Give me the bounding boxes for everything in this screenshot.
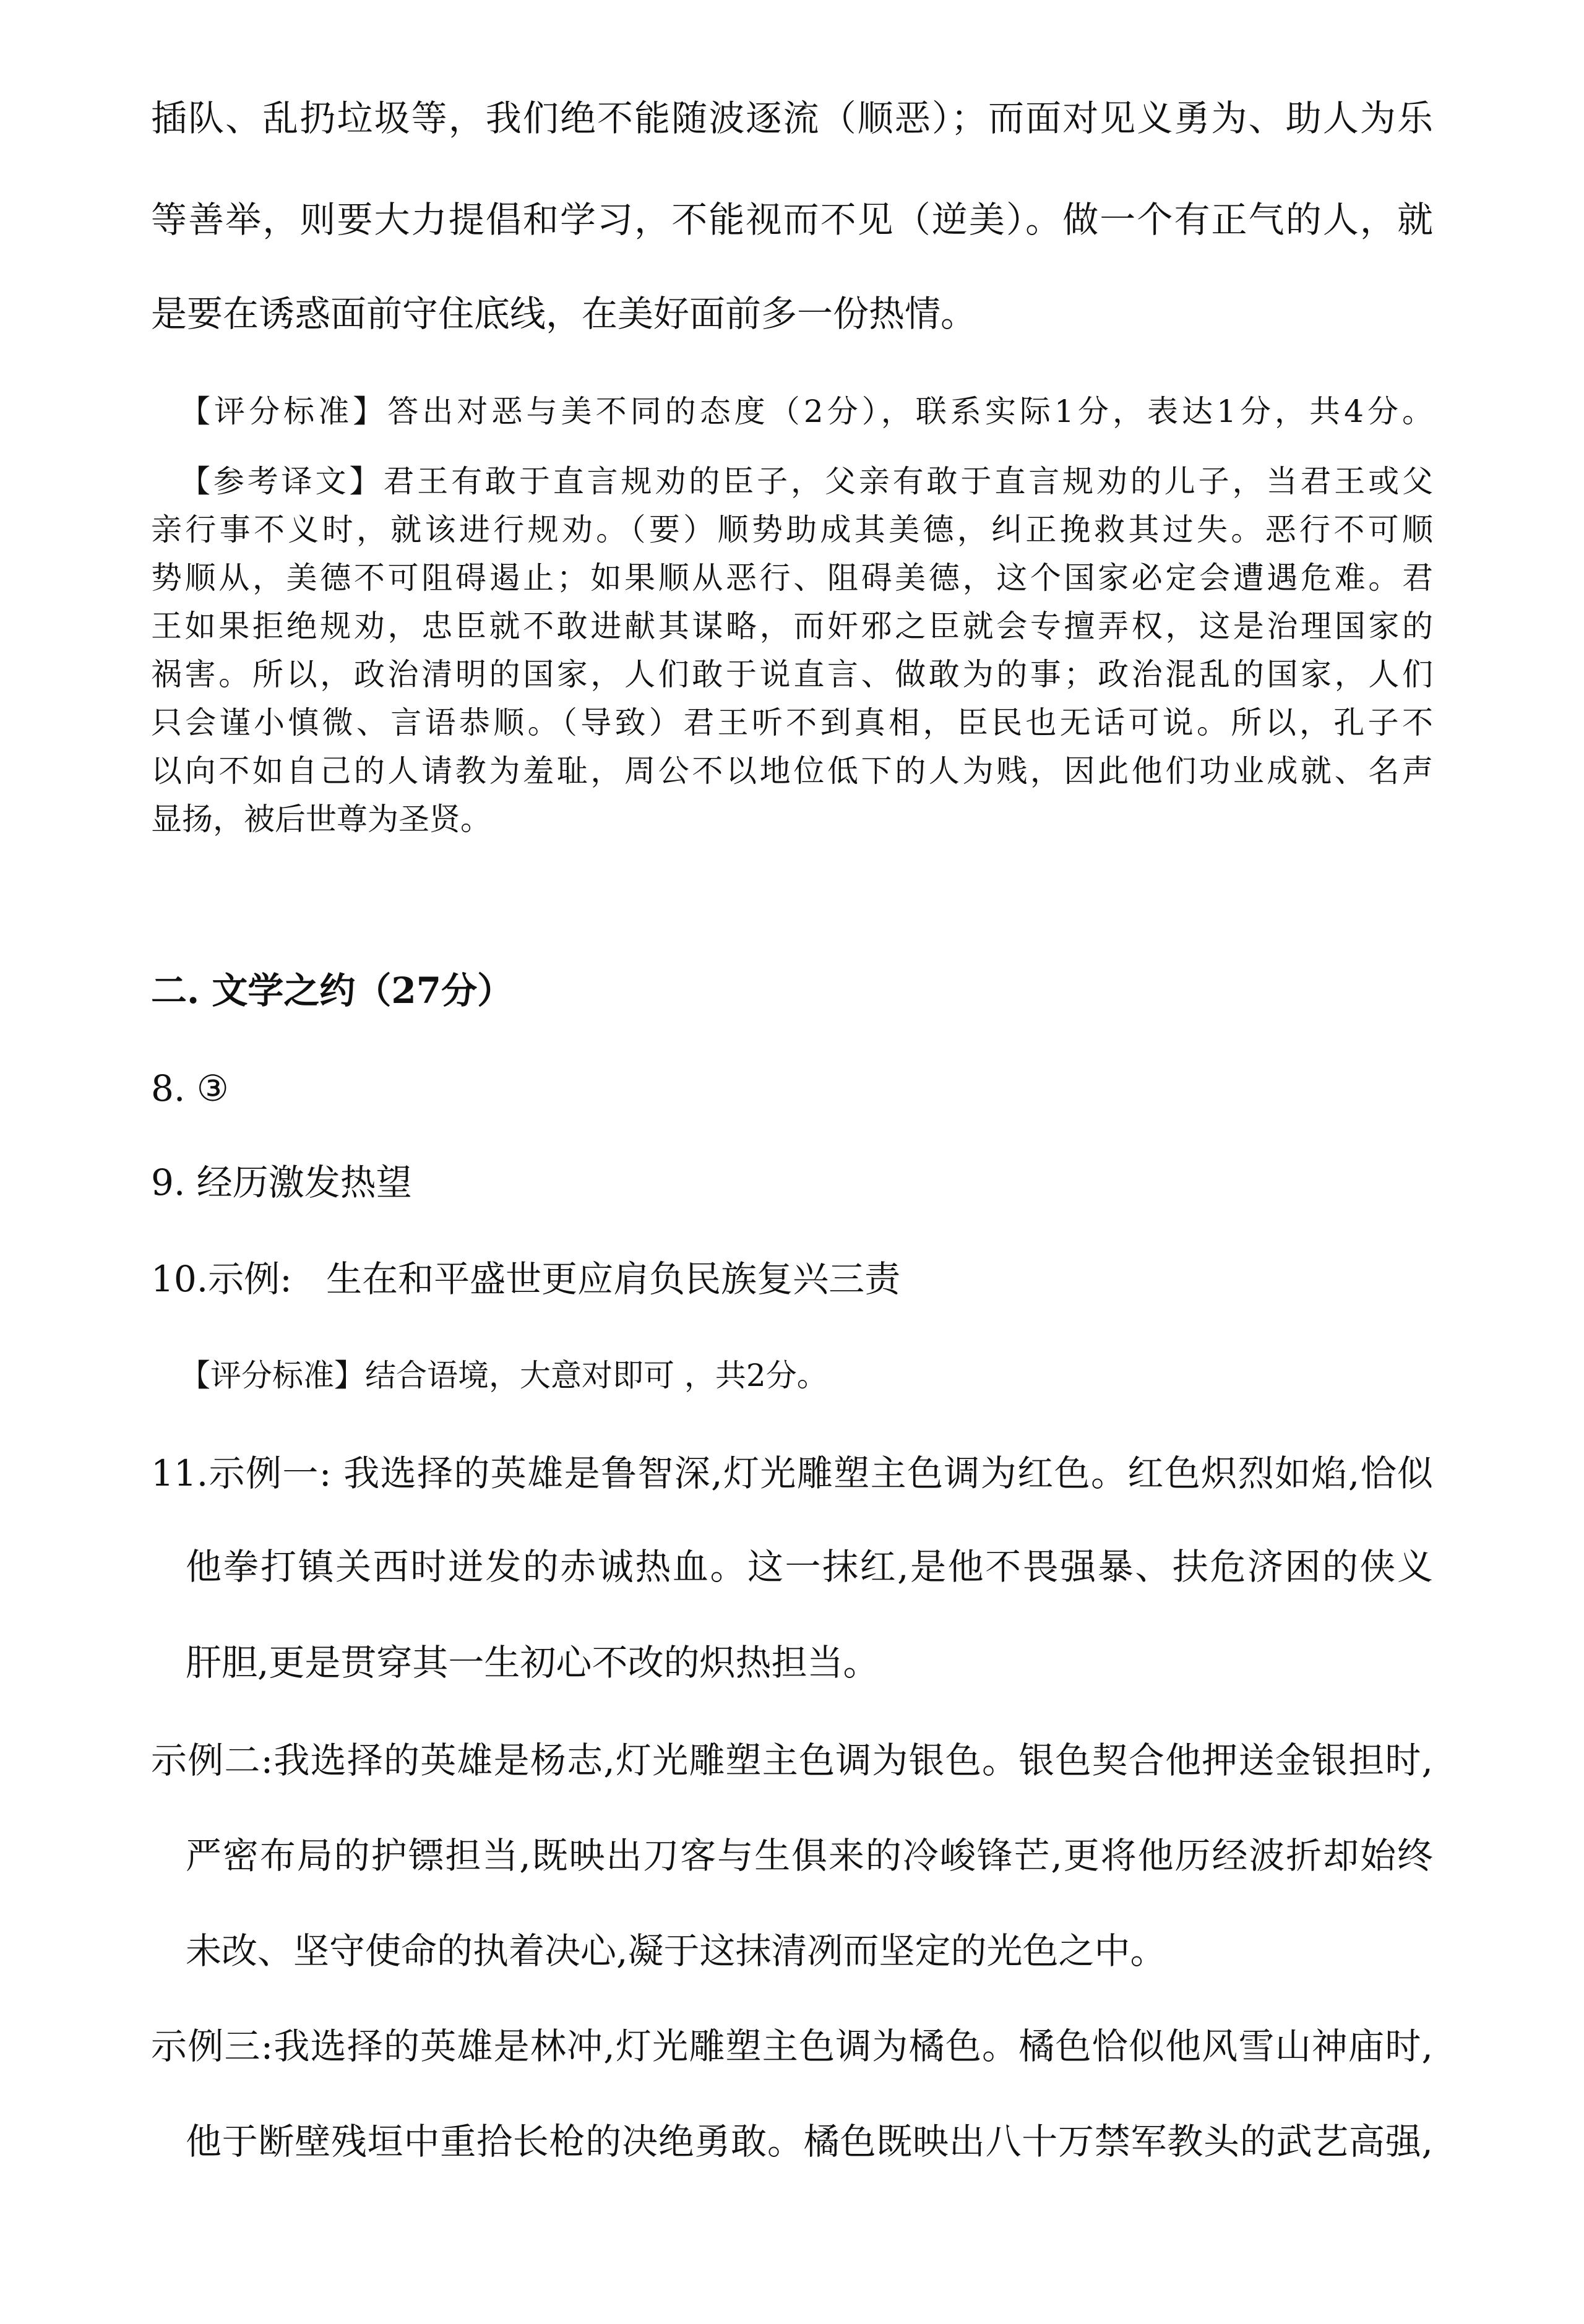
translation-line: 势顺从，美德不可阻碍遏止；如果顺从恶行、阻碍美德，这个国家必定会遭遇危难。君 [151, 560, 1433, 596]
grading-criteria: 【评分标准】答出对恶与美不同的态度（2分），联系实际1分，表达1分，共4分。 [179, 394, 1433, 429]
answer-11-line: 11.示例一: 我选择的英雄是鲁智深,灯光雕塑主色调为红色。红色炽烈如焰,恰似 [151, 1452, 1433, 1494]
answer-11-line: 严密布局的护镖担当,既映出刀客与生俱来的冷峻锋芒,更将他历经波折却始终 [186, 1835, 1433, 1877]
answer-11-line: 肝胆,更是贯穿其一生初心不改的炽热担当。 [186, 1642, 879, 1684]
answer-8: 8. ③ [151, 1067, 229, 1109]
translation-line: 王如果拒绝规劝，忠臣就不敢进献其谋略，而奸邪之臣就会专擅弄权，这是治理国家的 [151, 608, 1433, 644]
grading-criteria-10: 【评分标准】结合语境，大意对即可 ，共2分。 [179, 1358, 828, 1393]
answer-11-line: 示例三:我选择的英雄是林冲,灯光雕塑主色调为橘色。橘色恰似他风雪山神庙时, [151, 2025, 1433, 2067]
translation-line: 以向不如自己的人请教为羞耻，周公不以地位低下的人为贱，因此他们功业成就、名声 [151, 753, 1433, 789]
paragraph-line: 是要在诱惑面前守住底线，在美好面前多一份热情。 [151, 293, 977, 335]
translation-line: 显扬，被后世尊为圣贤。 [151, 801, 491, 837]
translation-line: 亲行事不义时，就该进行规劝。（要）顺势助成其美德，纠正挽救其过失。恶行不可顺 [151, 512, 1433, 548]
answer-11-line: 示例二:我选择的英雄是杨志,灯光雕塑主色调为银色。银色契合他押送金银担时, [151, 1739, 1433, 1781]
answer-9: 9. 经历激发热望 [151, 1161, 412, 1203]
paragraph-line: 插队、乱扔垃圾等，我们绝不能随波逐流（顺恶）；而面对见义勇为、助人为乐 [151, 97, 1433, 139]
paragraph-line: 等善举，则要大力提倡和学习，不能视而不见（逆美）。做一个有正气的人，就 [151, 199, 1433, 241]
answer-11-line: 他于断壁残垣中重拾长枪的决绝勇敢。橘色既映出八十万禁军教头的武艺高强, [186, 2120, 1433, 2163]
answer-11-line: 他拳打镇关西时迸发的赤诚热血。这一抹红,是他不畏强暴、扶危济困的侠义 [186, 1546, 1433, 1588]
translation-line: 祸害。所以，政治清明的国家，人们敢于说直言、做敢为的事；政治混乱的国家，人们 [151, 656, 1433, 692]
translation-line: 只会谨小慎微、言语恭顺。（导致）君王听不到真相，臣民也无话可说。所以，孔子不 [151, 705, 1433, 741]
answer-11-line: 未改、坚守使命的执着决心,凝于这抹清冽而坚定的光色之中。 [186, 1930, 1166, 1972]
section-title: 二. 文学之约（27分） [151, 970, 514, 1012]
answer-10: 10.示例: 生在和平盛世更应肩负民族复兴三责 [151, 1258, 901, 1300]
translation-line: 【参考译文】君王有敢于直言规劝的臣子，父亲有敢于直言规劝的儿子，当君王或父 [179, 463, 1433, 499]
